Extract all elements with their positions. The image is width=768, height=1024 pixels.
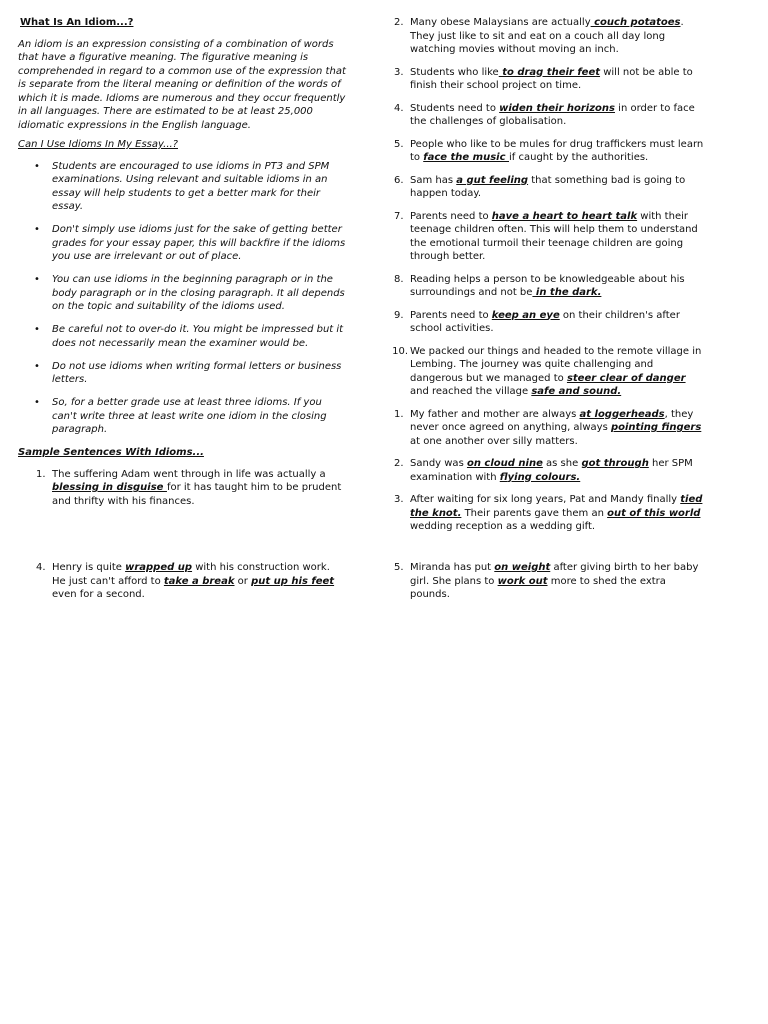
advice-bullet: • You can use idioms in the beginning paragraph or in the body paragraph or in the closing paragraph. It all depends on the topic and suitability of the idioms used. [18, 273, 346, 314]
idiom: flying colours. [499, 471, 581, 483]
heading-what-is-an-idiom: What Is An Idiom...? [20, 17, 134, 28]
sample-sentence-r5: 5. People who like to be mules for drug traffickers must learn to face the music if caught by the authorities. [394, 138, 704, 163]
advice-bullet: • Be careful not to over-do it. You might be impressed but it does not necessarily mean the examiner would be. [18, 323, 346, 350]
item-number: 5. [394, 562, 404, 573]
idiom: on cloud nine [466, 458, 543, 469]
idiom: got through [581, 458, 649, 469]
sample-sentence-r6: 6. Sam has a gut feeling that something bad is going to happen today. [394, 174, 686, 199]
idiom: pointing fingers [610, 422, 702, 433]
sample-sentence-1: 1. The suffering Adam went through in life was actually a blessing in disguise for it has taught him to be prudent and thrifty with his finances. [36, 468, 342, 507]
item-number: 2. [394, 458, 404, 469]
item-number: 8. [394, 273, 404, 285]
sample-sentence-q1: 1. My father and mother are always at loggerheads, they never once agreed on anything, always pointing fingers at one another over silly matters. [394, 408, 702, 447]
idiom: at loggerheads [579, 408, 665, 420]
idiom: keep an eye [491, 309, 560, 321]
left-column [18, 16, 346, 517]
sample-sentence-r9: 9. Parents need to keep an eye on their children's after school activities. [394, 309, 680, 334]
item-number: 5. [394, 138, 404, 150]
idiom: work out [497, 575, 548, 587]
idiom: safe and sound. [531, 386, 622, 397]
sample-sentence-r7: 7. Parents need to have a heart to heart talk with their teenage children often. This will help them to understand the emotional turmoil their teenage children are going through better. [394, 210, 698, 262]
sample-sentence-r4: 4. Students need to widen their horizons in order to face the challenges of globalisation. [394, 102, 695, 127]
item-number: 3. [394, 66, 404, 78]
advice-bullet: • Don't simply use idioms just for the sake of getting better grades for your essay paper, this will backfire if the idioms you use are irrelevant or out of place. [18, 223, 346, 264]
item-number: 1. [394, 408, 404, 420]
idiom: widen their horizons [499, 102, 615, 114]
item-number: 4. [394, 102, 404, 114]
item-number: 2. [394, 17, 404, 28]
sample-sentence-q2: 2. Sandy was on cloud nine as she got through her SPM examination with flying colours. [394, 458, 693, 483]
idiom: tied the knot. [410, 494, 703, 519]
idiom: take a break [163, 575, 235, 587]
idiom: out of this world [607, 507, 701, 519]
idiom: put up his feet [251, 575, 335, 587]
sample-sentence-q5: 5. Miranda has put on weight after giving birth to her baby girl. She plans to work out more to shed the extra pounds. [394, 562, 699, 600]
idiom: wrapped up [125, 562, 193, 573]
advice-bullet: • So, for a better grade use at least three idioms. If you can't write three at least write one idiom in the closing paragraph. [18, 396, 346, 437]
item-number: 3. [394, 494, 404, 505]
idiom: couch potatoes [590, 17, 681, 28]
intro-paragraph: An idiom is an expression consisting of a combination of words that have a figurative meaning. The figurative meaning is comprehended in regard to a common use of the expression that is separate from the literal meaning or definition of the words of which it is made. Idioms are numerous and they occur frequently in all languages. There are estimated to be at least 25,000 idiomatic expressions in the English language. [18, 38, 346, 131]
item-number: 7. [394, 210, 404, 222]
item-number: 10. [392, 345, 408, 357]
idiom: have a heart to heart talk [491, 210, 638, 222]
item-number: 9. [394, 309, 404, 321]
sample-sentence-4: 4. Henry is quite wrapped up with his construction work. He just can't afford to take a break or put up his feet even for a second. [36, 562, 335, 600]
sample-sentence-r3: 3. Students who like to drag their feet will not be able to finish their school project on time. [394, 66, 693, 91]
idiom: in the dark. [532, 287, 602, 298]
advice-bullet-list [18, 160, 346, 437]
idiom: blessing in disguise [52, 482, 167, 493]
advice-bullet: • Do not use idioms when writing formal letters or business letters. [18, 360, 346, 387]
sample-sentence-r10: 10. We packed our things and headed to the remote village in Lembing. The journey was quite challenging and dangerous but we managed to steer clear of danger and reached the village safe and sound. [390, 345, 706, 399]
right-column [390, 16, 706, 543]
subheading-can-i-use-idioms: Can I Use Idioms In My Essay...? [18, 139, 178, 150]
sample-sentence-q3: 3. After waiting for six long years, Pat and Mandy finally tied the knot. Their parents gave them an out of this world wedding reception as a wedding gift. [394, 494, 703, 532]
idiom: on weight [494, 562, 551, 573]
sample-sentence-r2: 2. Many obese Malaysians are actually couch potatoes. They just like to sit and eat on a couch all day long watching movies without moving an inch. [394, 17, 684, 55]
item-number: 6. [394, 174, 404, 186]
sample-sentences-heading: Sample Sentences With Idioms... [18, 447, 204, 458]
advice-bullet: • Students are encouraged to use idioms in PT3 and SPM examinations. Using relevant and suitable idioms in an essay will help students to get a better mark for their essay. [18, 160, 346, 214]
sample-sentence-r8: 8. Reading helps a person to be knowledgeable about his surroundings and not be in the dark. [394, 273, 685, 298]
idiom: face the music [423, 152, 509, 163]
idiom: a gut feeling [456, 174, 529, 186]
idiom: steer clear of danger [566, 372, 686, 384]
item-number: 1. [36, 468, 46, 480]
item-number: 4. [36, 562, 46, 573]
idiom: to drag their feet [498, 66, 601, 78]
